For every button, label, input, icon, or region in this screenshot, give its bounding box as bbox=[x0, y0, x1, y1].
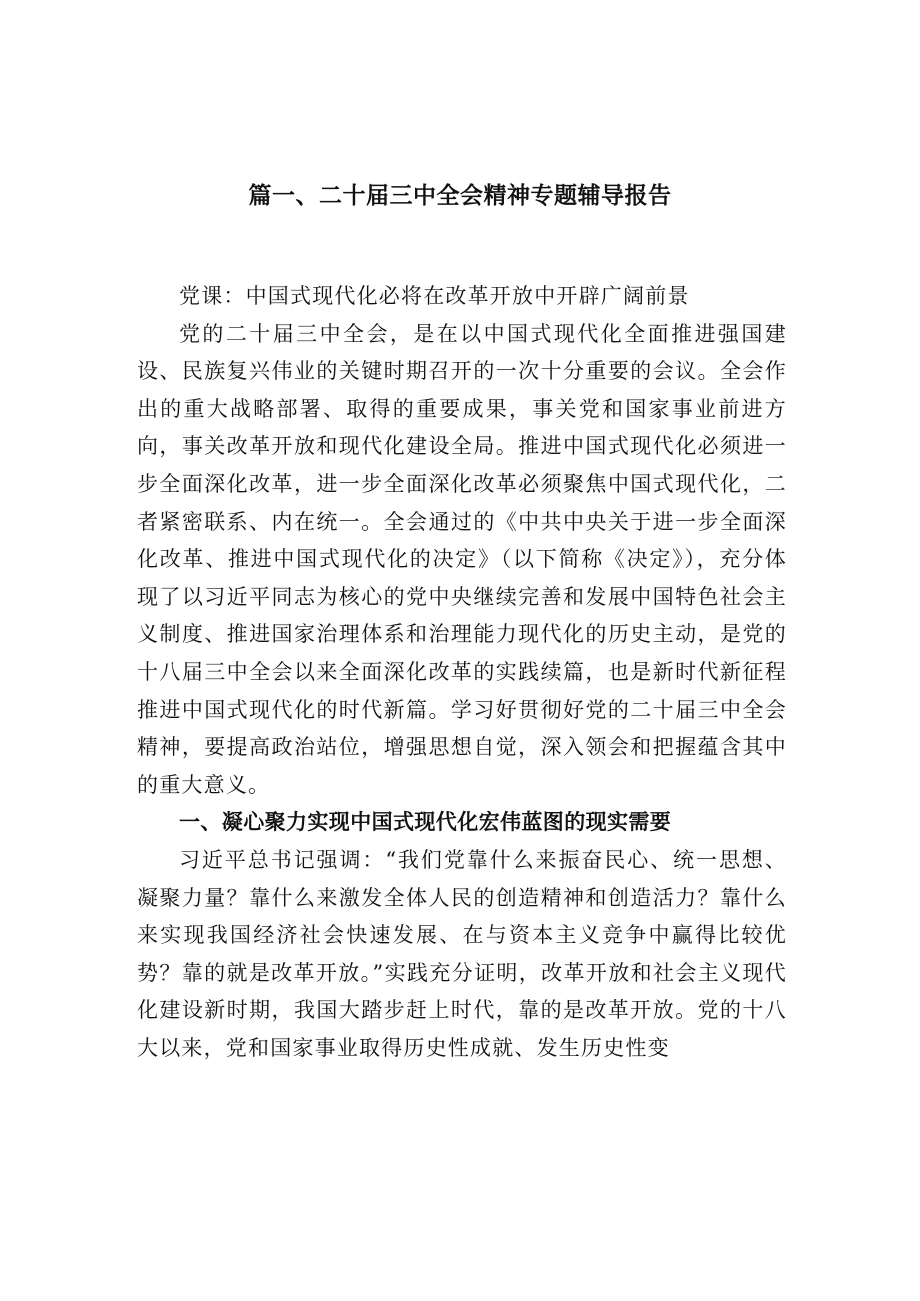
section-heading: 一、凝心聚力实现中国式现代化宏伟蓝图的现实需要 bbox=[179, 810, 672, 835]
document-body bbox=[137, 278, 787, 1067]
body-paragraph: 党的二十届三中全会，是在以中国式现代化全面推进强国建设、民族复兴伟业的关键时期召开的一次十分重要的会议。全会作出的重大战略部署、取得的重要成果，事关党和国家事业前进方向，事关改革开放和现代化建设全局。推进中国式现代化必须进一步全面深化改革，进一步全面深化改革必须聚焦中国式现代化，二者紧密联系、内在统一。全会通过的《中共中央关于进一步全面深化改革、推进中国式现代化的决定》（以下简称《决定》），充分体现了以习近平同志为核心的党中央继续完善和发展中国特色社会主义制度、推进国家治理体系和治理能力现代化的历史主动，是党的十八届三中全会以来全面深化改革的实践续篇，也是新时代新征程推进中国式现代化的时代新篇。学习好贯彻好党的二十届三中全会精神，要提高政治站位，增强思想自觉，深入领会和把握蕴含其中的重大意义。 bbox=[137, 321, 787, 797]
document-subtitle: 党课：中国式现代化必将在改革开放中开辟广阔前景 bbox=[179, 284, 690, 308]
body-paragraph: 习近平总书记强调：“我们党靠什么来振奋民心、统一思想、凝聚力量？靠什么来激发全体人民的创造精神和创造活力？靠什么来实现我国经济社会快速发展、在与资本主义竞争中赢得比较优势？靠的就是改革开放。”实践充分证明，改革开放和社会主义现代化建设新时期，我国大踏步赶上时代，靠的是改革开放。党的十八大以来，党和国家事业取得历史性成就、发生历史性变 bbox=[137, 847, 787, 1060]
document-title: 篇一、二十届三中全会精神专题辅导报告 bbox=[248, 183, 672, 209]
